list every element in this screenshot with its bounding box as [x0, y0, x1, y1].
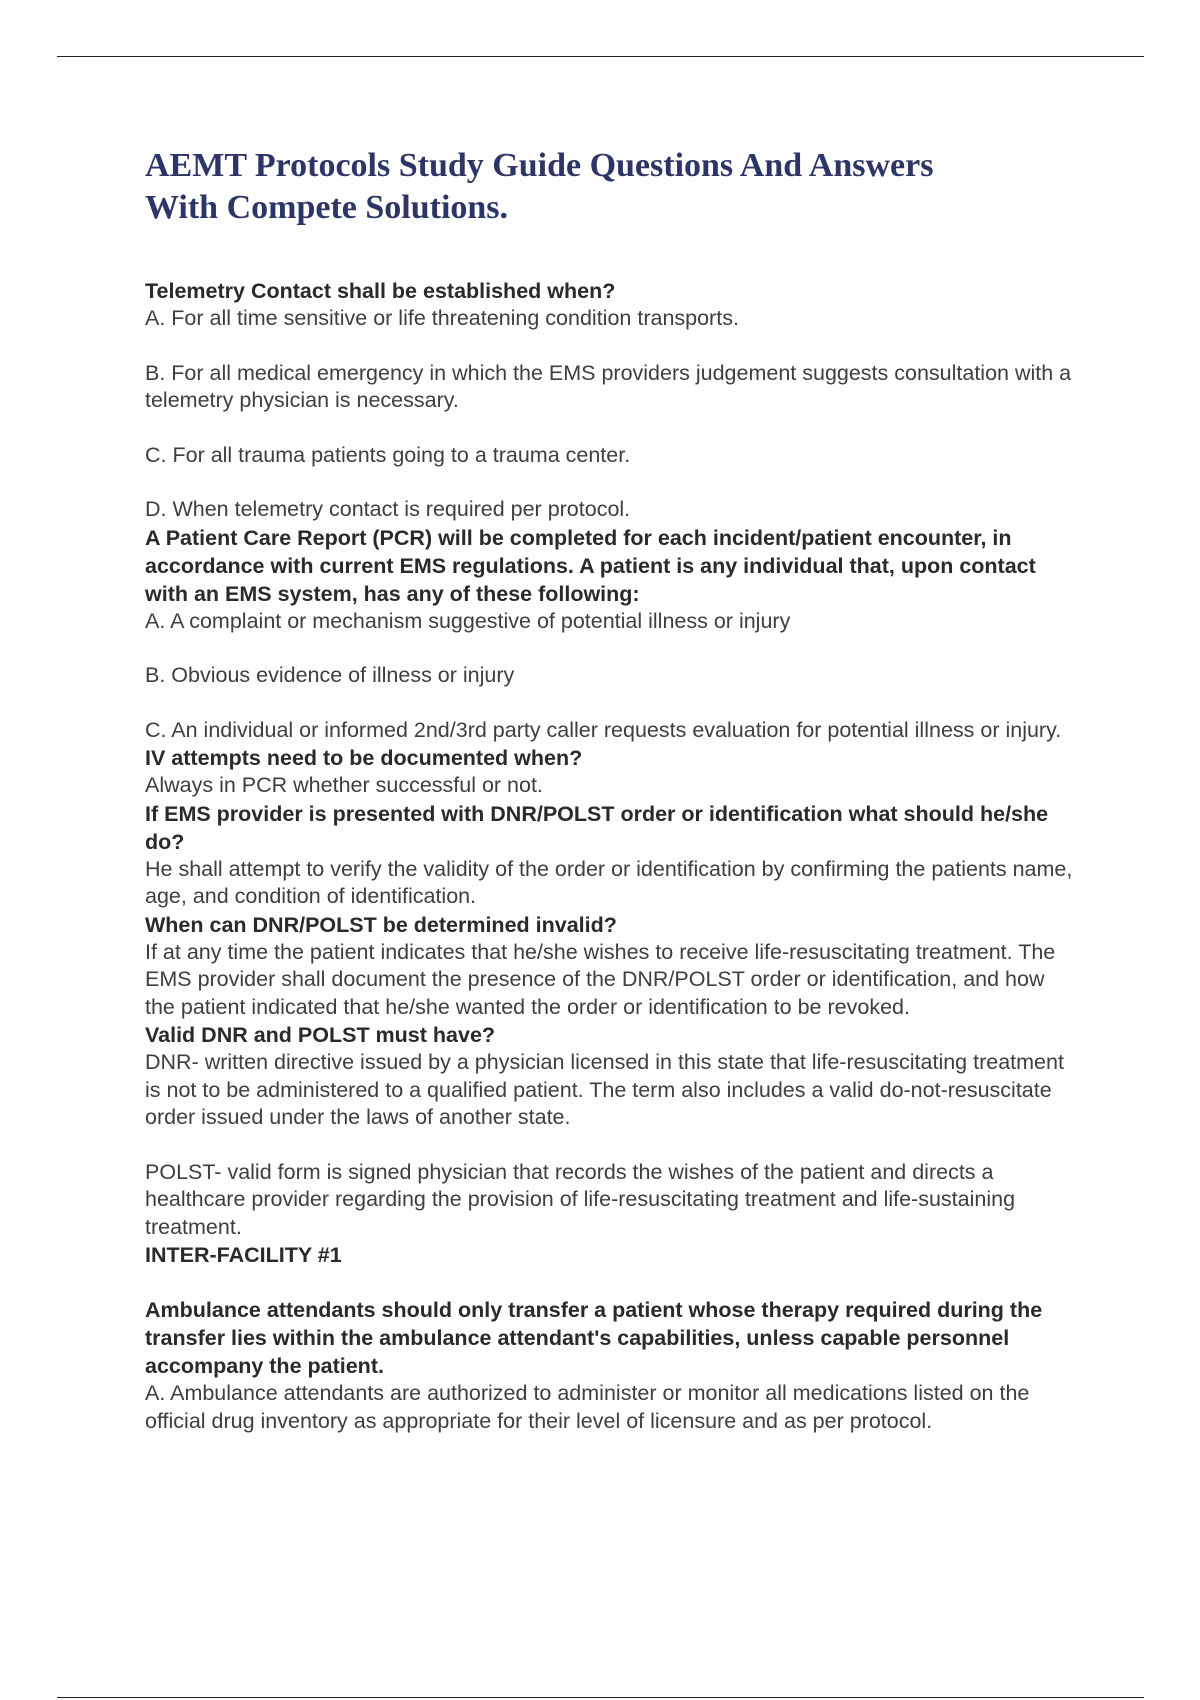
answer: DNR- written directive issued by a physician licensed in this state that life-resuscitating treatment is not to be administered to a qualified patient. The term also includes a valid do-not-resuscitate order issued under the laws of another state. [145, 1050, 1064, 1129]
answer: He shall attempt to verify the validity of the order or identification by confirming the patients name, age, and condition of identification. [145, 856, 1073, 908]
answer: C. An individual or informed 2nd/3rd party caller requests evaluation for potential illness or injury. [145, 717, 1062, 742]
document-title [145, 145, 1075, 229]
title-line-1: AEMT Protocols Study Guide Questions And Answers [145, 147, 934, 184]
question: Ambulance attendants should only transfer a patient whose therapy required during the transfer lies within the ambulance attendant's capabilities, unless capable personnel accompany the patient. [145, 1298, 1043, 1378]
answer: A. For all time sensitive or life threatening condition transports. [145, 306, 739, 330]
document-body [145, 145, 1075, 1435]
answer: A. A complaint or mechanism suggestive of potential illness or injury [145, 608, 791, 633]
answer: POLST- valid form is signed physician that records the wishes of the patient and directs a healthcare provider regarding the provision of life-resuscitating treatment and life-sustaining treatment. [145, 1159, 1016, 1239]
question: If EMS provider is presented with DNR/POLST order or identification what should he/she do? [145, 801, 1049, 854]
question: Valid DNR and POLST must have? [145, 1023, 496, 1047]
question: Telemetry Contact shall be established when? [145, 279, 616, 303]
qa-item-2 [145, 524, 1075, 745]
question: A Patient Care Report (PCR) will be completed for each incident/patient encounter, in accordance with current EMS regulations. A patient is any individual that, upon contact with an EMS system, has any of these following: [145, 525, 1036, 606]
answer: If at any time the patient indicates that he/she wishes to receive life-resuscitating treatment. The EMS provider shall document the presence of the DNR/POLST order or identification, and how the patient indicated that he/she wanted the order or identification to be revoked. [145, 939, 1056, 1019]
qa-item-6 [145, 1021, 1075, 1241]
qa-item-4 [145, 800, 1075, 911]
answer: D. When telemetry contact is required per protocol. [145, 497, 631, 521]
answer: B. For all medical emergency in which the EMS providers judgement suggests consultation with a telemetry physician is necessary. [145, 360, 1072, 412]
top-rule [57, 56, 1144, 57]
qa-item-1 [145, 277, 1075, 524]
question: When can DNR/POLST be determined invalid? [145, 912, 617, 937]
answer: B. Obvious evidence of illness or injury [145, 663, 515, 687]
answer: A. Ambulance attendants are authorized to administer or monitor all medications listed on the official drug inventory as appropriate for their level of licensure and as per protocol. [145, 1381, 1030, 1433]
question: IV attempts need to be documented when? [145, 746, 583, 770]
qa-item-3 [145, 744, 1075, 800]
answer: Always in PCR whether successful or not. [145, 773, 543, 797]
title-line-2: With Compete Solutions. [145, 189, 509, 226]
qa-item-5 [145, 911, 1075, 1022]
answer: C. For all trauma patients going to a trauma center. [145, 442, 631, 467]
question-heading: INTER-FACILITY #1 [145, 1243, 342, 1267]
qa-item-7 [145, 1241, 1075, 1435]
bottom-rule [57, 1697, 1144, 1698]
